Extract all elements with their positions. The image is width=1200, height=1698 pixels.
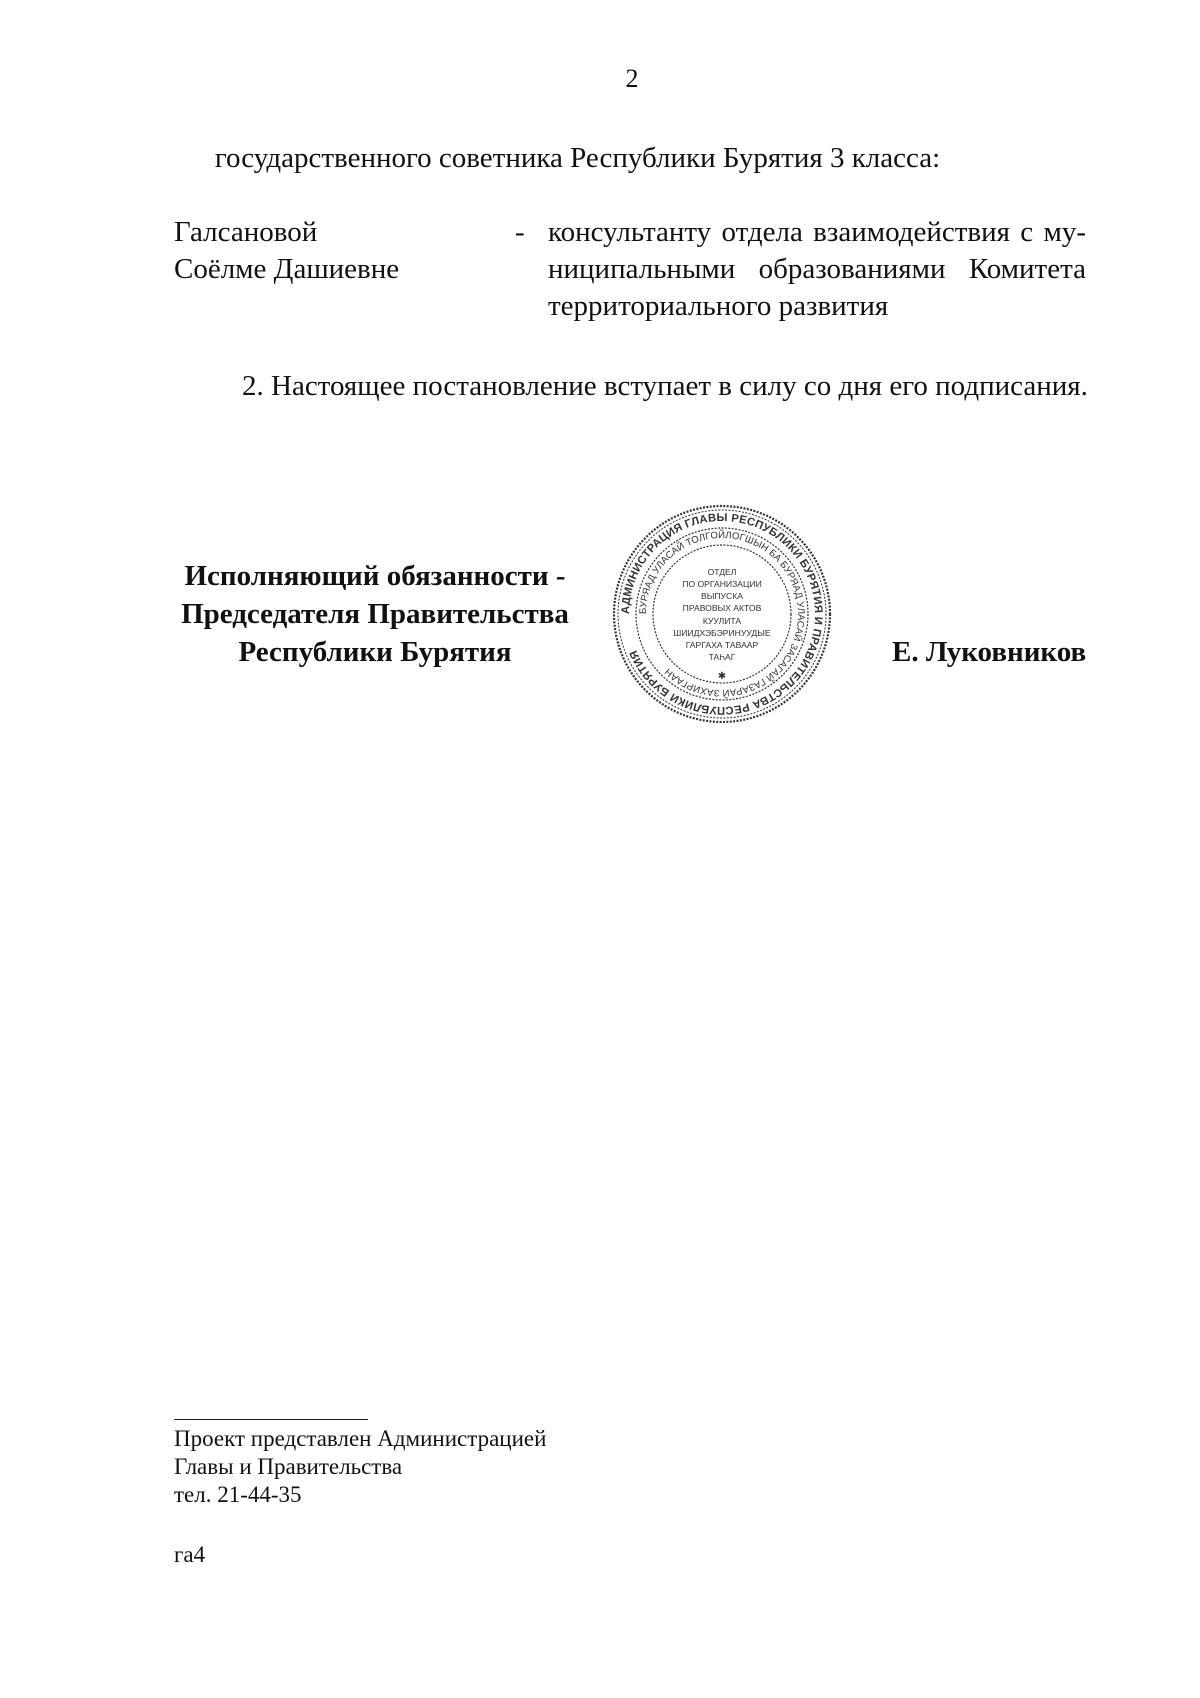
footer-line: Главы и Правительства [174,1454,403,1479]
signer-title-line: Исполняющий обязанности - [184,560,566,592]
footer-phone: тел. 21-44-35 [174,1482,302,1507]
appointee-surname: Галсановой [174,216,318,248]
appointment-entry [174,214,1086,334]
svg-text:АДМИНИСТРАЦИЯ ГЛАВЫ РЕСПУБЛИКИ [620,512,824,716]
page-number: 2 [625,64,639,93]
footer-divider [174,1419,368,1420]
clause-effective-date: 2. Настоящее постановление вступает в силу со дня его подписания. [242,370,1088,402]
signer-title [160,557,590,671]
position-line: консультанту отдела взаимодействия с му- [548,216,1086,248]
seal-center-line: ТАҺАГ [708,652,736,662]
seal-star-icon: ✱ [717,671,727,682]
seal-center-line: КУУЛИТА [702,616,742,626]
signer-name: Е. Луковников [892,636,1087,668]
document-code: га4 [174,1542,206,1567]
footer-line: Проект представлен Администрацией [174,1426,547,1451]
seal-center-line: ШИИДХЭБЭРИНУУДЫЕ [673,628,771,638]
seal-center-line: ОТДЕЛ [707,567,737,577]
appointee-given-names: Соёлме Дашиевне [174,253,400,285]
appointee-name [174,214,494,288]
appointee-position [548,214,1086,325]
signer-title-line: Председателя Правительства [181,598,569,630]
position-line: ниципальными образованиями Комитета [548,253,1086,285]
seal-center-line: ГАРГАХА ТАВААР [685,640,759,650]
seal-center-line: ПО ОРГАНИЗАЦИИ [682,579,762,589]
official-seal [611,503,833,725]
appointment-heading: государственного советника Республики Бурятия 3 класса: [214,142,941,174]
position-line: территориального развития [548,290,889,322]
seal-outer-text: АДМИНИСТРАЦИЯ ГЛАВЫ РЕСПУБЛИКИ БУРЯТИЯ И ПРАВИТЕЛЬСТВА РЕСПУБЛИКИ БУРЯТИЯ [619,511,825,717]
seal-center-line: ПРАВОВЫХ АКТОВ [682,603,762,613]
seal-graphic [611,503,833,725]
footer-contact [174,1425,546,1509]
signer-title-line: Республики Бурятия [238,636,512,668]
seal-center-line: ВЫПУСКА [701,591,743,601]
appointment-dash: - [515,216,525,248]
seal-inner-text: БУРЯАД УЛАСАЙ ТОЛГОЙЛОГШЫН БА БУРЯАД УЛАСАЙ ЗАСАГАЙ ГАЗАРАЙ ЗАХИРГААН [637,529,807,699]
